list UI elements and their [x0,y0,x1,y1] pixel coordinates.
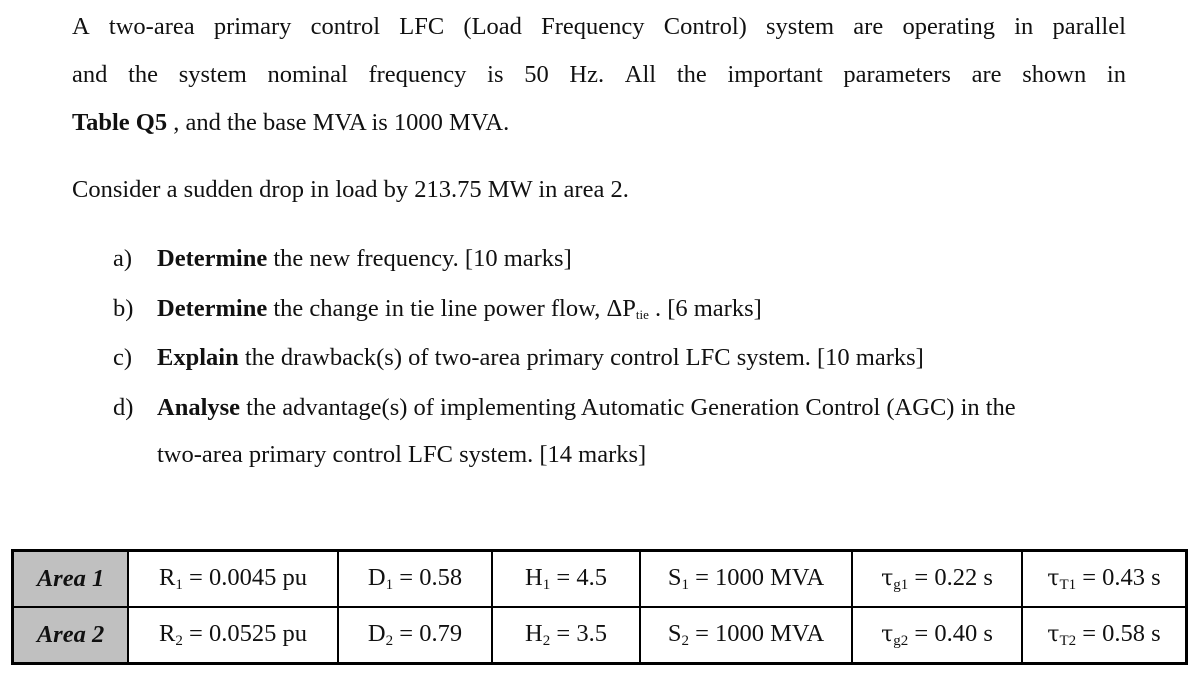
intro-paragraph [72,15,1126,40]
table-row [13,551,1187,608]
intro-line-2-wrap [72,63,1126,88]
question-text-continued: two-area primary control LFC system. [14 marks] [157,441,647,468]
inertia-cell: $H_1 = 4.5$ [492,551,640,608]
rating-cell: $S_1 = 1000$ MVA [640,551,852,608]
area-label-cell: Area 1 [13,551,129,608]
word: the [128,61,159,88]
turbine-time-cell: $\tau_{T1} = 0.43$ s [1022,551,1187,608]
word: important [727,61,823,88]
question-text: the advantage(s) of implementing Automatic Generation Control (AGC) in the [240,394,1016,421]
question-label: c) [113,344,133,371]
scenario-sentence: Consider a sudden drop in load by 213.75 MW in area 2. [72,176,629,203]
area-label-cell: Area 2 [13,607,129,664]
droop-cell: $R_1 = 0.0045$ pu [128,551,338,608]
parameter-table [11,549,1188,665]
question-label: b) [113,295,134,322]
question-verb: Determine [157,295,268,322]
word: the [676,61,707,88]
word: shown [1022,61,1087,88]
table-reference: Table Q5 [72,109,168,136]
damping-cell: $D_2 = 0.79$ [338,607,492,664]
word: are [971,61,1002,88]
question-text: the change in tie line power flow, ΔP [267,295,636,322]
word: (Load [463,13,522,40]
word: two-area [108,13,195,40]
word: parallel [1052,13,1126,40]
question-label: d) [113,394,134,421]
word: are [853,13,884,40]
word: parameters [843,61,951,88]
word: Frequency [541,13,645,40]
word: Hz. [569,61,605,88]
word: frequency [368,61,467,88]
intro-line-3 [72,111,1126,136]
damping-cell: $D_1 = 0.58$ [338,551,492,608]
word: in [1106,61,1126,88]
droop-cell: $R_2 = 0.0525$ pu [128,607,338,664]
word: system [178,61,247,88]
question-verb: Analyse [157,394,241,421]
word: and [72,61,108,88]
intro-line-2 [72,63,1126,88]
word: Control) [663,13,747,40]
question-verb: Explain [157,344,239,371]
word: operating [902,13,995,40]
table-row [13,607,1187,664]
word: All [624,61,657,88]
question-text: the new frequency. [10 marks] [267,245,572,272]
question-text-tail: . [6 marks] [648,295,762,322]
word: primary [213,13,292,40]
inertia-cell: $H_2 = 3.5$ [492,607,640,664]
intro-line-3-text: , and the base MVA is 1000 MVA. [167,109,510,136]
question-verb: Determine [157,245,268,272]
word: is [487,61,504,88]
word: control [310,13,381,40]
word: LFC [399,13,445,40]
scenario-text [72,178,1126,203]
word: A [72,13,90,40]
governor-time-cell: $\tau_{g1} = 0.22$ s [852,551,1022,608]
governor-time-cell: $\tau_{g2} = 0.40$ s [852,607,1022,664]
word: in [1014,13,1034,40]
question-text: the drawback(s) of two-area primary control LFC system. [10 marks] [238,344,924,371]
tie-subscript: tie [635,307,649,322]
intro-line-1 [72,15,1126,40]
turbine-time-cell: $\tau_{T2} = 0.58$ s [1022,607,1187,664]
word: 50 [524,61,549,88]
rating-cell: $S_2 = 1000$ MVA [640,607,852,664]
word: nominal [267,61,348,88]
question-label: a) [113,245,133,272]
word: system [766,13,835,40]
